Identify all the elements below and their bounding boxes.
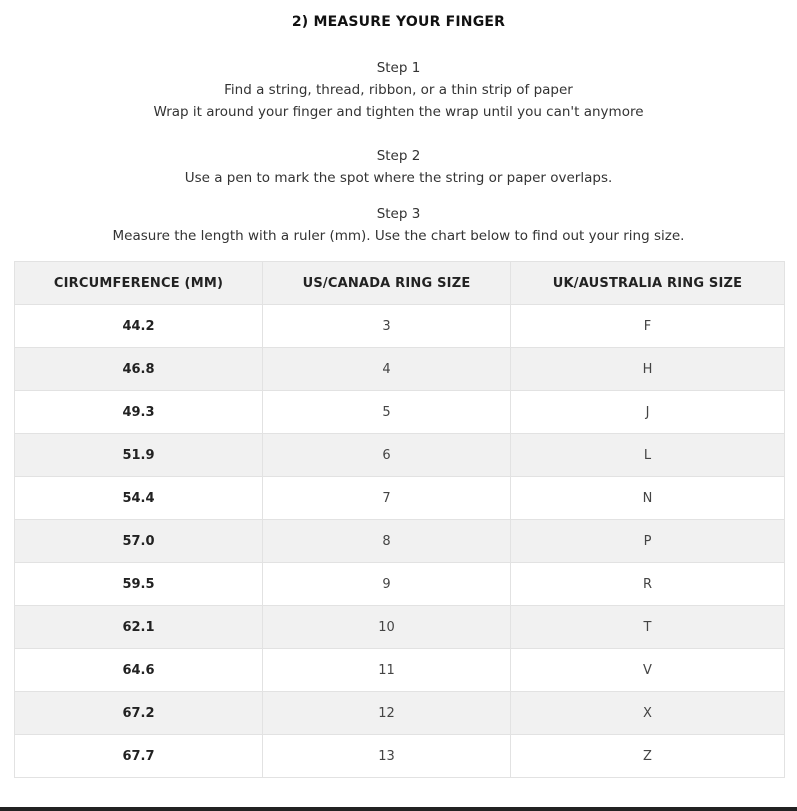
circumference-cell: 57.0 xyxy=(15,520,263,563)
us-size-cell: 5 xyxy=(263,391,511,434)
circumference-cell: 67.2 xyxy=(15,692,263,735)
circumference-cell: 44.2 xyxy=(15,305,263,348)
uk-size-cell: J xyxy=(511,391,785,434)
us-size-cell: 10 xyxy=(263,606,511,649)
us-size-cell: 12 xyxy=(263,692,511,735)
table-row xyxy=(15,434,785,477)
table-row xyxy=(15,606,785,649)
us-size-cell: 6 xyxy=(263,434,511,477)
column-header-uk-australia: UK/AUSTRALIA RING SIZE xyxy=(511,262,785,305)
circumference-cell: 62.1 xyxy=(15,606,263,649)
table-row xyxy=(15,305,785,348)
uk-size-cell: Z xyxy=(511,735,785,778)
table-row xyxy=(15,477,785,520)
us-size-cell: 11 xyxy=(263,649,511,692)
section-title: 2) MEASURE YOUR FINGER xyxy=(291,14,506,30)
table-row xyxy=(15,649,785,692)
table-row xyxy=(15,735,785,778)
circumference-cell: 59.5 xyxy=(15,563,263,606)
ring-size-table xyxy=(14,261,785,778)
step-text: Use a pen to mark the spot where the string or paper overlaps. xyxy=(184,170,613,186)
step-label: Step 2 xyxy=(376,148,421,164)
us-size-cell: 13 xyxy=(263,735,511,778)
step-3 xyxy=(0,203,797,247)
table-row xyxy=(15,391,785,434)
uk-size-cell: T xyxy=(511,606,785,649)
step-text: Wrap it around your finger and tighten the wrap until you can't anymore xyxy=(153,104,644,120)
step-2 xyxy=(0,145,797,189)
uk-size-cell: N xyxy=(511,477,785,520)
uk-size-cell: V xyxy=(511,649,785,692)
circumference-cell: 51.9 xyxy=(15,434,263,477)
bottom-edge-bar xyxy=(0,807,797,811)
uk-size-cell: X xyxy=(511,692,785,735)
table-row xyxy=(15,563,785,606)
circumference-cell: 67.7 xyxy=(15,735,263,778)
column-header-circumference: CIRCUMFERENCE (MM) xyxy=(15,262,263,305)
step-label: Step 1 xyxy=(376,60,421,76)
uk-size-cell: L xyxy=(511,434,785,477)
us-size-cell: 8 xyxy=(263,520,511,563)
column-header-us-canada: US/CANADA RING SIZE xyxy=(263,262,511,305)
step-text: Measure the length with a ruler (mm). Use the chart below to find out your ring size. xyxy=(112,228,685,244)
circumference-cell: 46.8 xyxy=(15,348,263,391)
uk-size-cell: F xyxy=(511,305,785,348)
table-row xyxy=(15,692,785,735)
table-row xyxy=(15,520,785,563)
table-row xyxy=(15,348,785,391)
us-size-cell: 3 xyxy=(263,305,511,348)
uk-size-cell: H xyxy=(511,348,785,391)
step-text: Find a string, thread, ribbon, or a thin strip of paper xyxy=(224,82,573,98)
circumference-cell: 64.6 xyxy=(15,649,263,692)
us-size-cell: 4 xyxy=(263,348,511,391)
us-size-cell: 7 xyxy=(263,477,511,520)
circumference-cell: 49.3 xyxy=(15,391,263,434)
us-size-cell: 9 xyxy=(263,563,511,606)
uk-size-cell: R xyxy=(511,563,785,606)
step-1 xyxy=(0,57,797,123)
table-header-row xyxy=(15,262,785,305)
step-label: Step 3 xyxy=(376,206,421,222)
circumference-cell: 54.4 xyxy=(15,477,263,520)
uk-size-cell: P xyxy=(511,520,785,563)
